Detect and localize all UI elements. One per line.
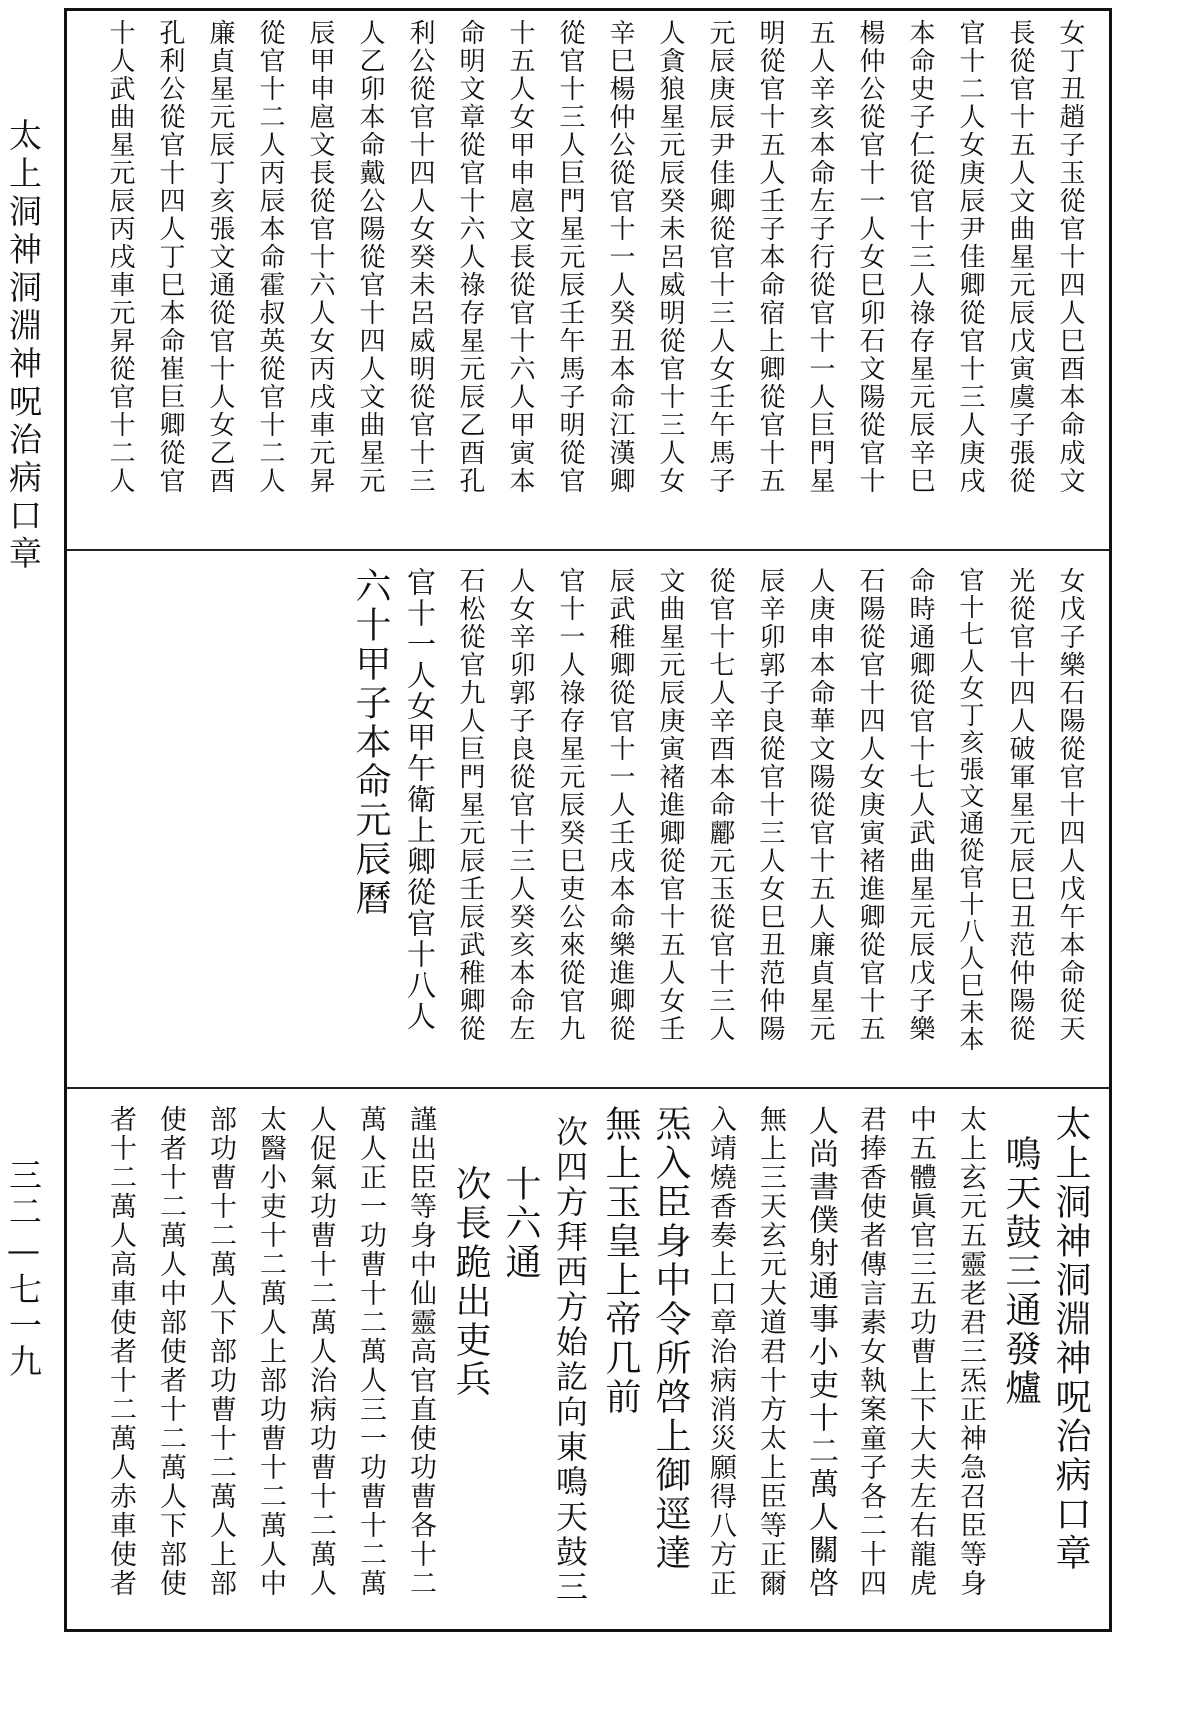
text-column: 文曲星元辰庚寅褚進卿從官十五人女壬 [655,567,685,1043]
text-column: 辰武稚卿從官十一人壬戌本命樂進卿從 [605,567,635,1043]
text-column: 辰甲申扈文長從官十六人女丙戌車元昇 [305,19,335,495]
text-column: 女丁丑趙子玉從官十四人巳酉本命成文 [1055,19,1085,495]
text-column: 人庚申本命華文陽從官十五人廉貞星元 [805,567,835,1043]
side-book-title: 太上洞神洞淵神呪治病口章 [4,118,43,574]
panel-divider [67,549,1109,551]
text-column: 君捧香使者傳言素女執案童子各二十四 [855,1105,886,1598]
text-column: 部功曹十二萬人下部功曹十二萬人上部 [205,1105,236,1598]
text-column: 次四方拜西方始訖向東鳴天鼓三 [551,1115,589,1605]
text-column: 十六通 [500,1165,541,1282]
text-column: 炁入臣身中令所啓上御逕達 [650,1105,691,1573]
text-column: 命明文章從官十六人祿存星元辰乙酉孔 [455,19,485,495]
page-frame [64,8,1112,1632]
text-column: 者十二萬人高車使者十二萬人赤車使者 [105,1105,136,1598]
text-column: 官十七人女丁亥張文通從官十八人巳未本 [956,567,985,1053]
text-column: 人女辛卯郭子良從官十三人癸亥本命左 [505,567,535,1043]
text-column: 本命史子仁從官十三人祿存星元辰辛巳 [905,19,935,495]
text-column: 入靖燒香奏上口章治病消災願得八方正 [705,1105,736,1598]
text-column: 無上三天玄元大道君十方太上臣等正爾 [755,1105,786,1598]
text-column: 官十一人女甲午衛上卿從官十八人 [403,567,437,1032]
text-column: 元辰庚辰尹佳卿從官十三人女壬午馬子 [705,19,735,495]
text-column: 從官十三人巨門星元辰壬午馬子明從官 [555,19,585,495]
text-column: 太醫小吏十二萬人上部功曹十二萬人中 [255,1105,286,1598]
text-column: 辛巳楊仲公從官十一人癸丑本命江漢卿 [605,19,635,495]
text-column: 人乙卯本命戴公陽從官十四人文曲星元 [355,19,385,495]
text-column: 萬人正一功曹十二萬人三一功曹十二萬 [355,1105,386,1598]
text-column: 從官十二人丙辰本命霍叔英從官十二人 [255,19,285,495]
text-column: 官十一人祿存星元辰癸巳吏公來從官九 [555,567,585,1043]
text-column: 人貪狼星元辰癸未呂威明從官十三人女 [655,19,685,495]
text-column: 廉貞星元辰丁亥張文通從官十人女乙酉 [205,19,235,495]
text-column: 次長跪出吏兵 [450,1165,491,1399]
text-column: 十五人女甲申扈文長從官十六人甲寅本 [505,19,535,495]
panel-top [67,19,1109,499]
text-column: 利公從官十四人女癸未呂威明從官十三 [405,19,435,495]
text-column: 明從官十五人壬子本命宿上卿從官十五 [755,19,785,495]
side-page-number: 三二—七一九 [4,1158,43,1380]
text-column: 光從官十四人破軍星元辰巳丑范仲陽從 [1005,567,1035,1043]
text-column: 五人辛亥本命左子行從官十一人巨門星 [805,19,835,495]
text-column: 六十甲子本命元辰曆 [350,567,391,918]
text-column: 謹出臣等身中仙靈高官直使功曹各十二 [405,1105,436,1598]
text-column: 楊仲公從官十一人女巳卯石文陽從官十 [855,19,885,495]
text-column: 辰辛卯郭子良從官十三人女巳丑范仲陽 [755,567,785,1043]
text-column: 孔利公從官十四人丁巳本命崔巨卿從官 [155,19,185,495]
text-column: 女戊子樂石陽從官十四人戊午本命從天 [1055,567,1085,1043]
panel-divider [67,1087,1109,1089]
text-column: 中五體眞官三五功曹上下大夫左右龍虎 [905,1105,936,1598]
text-column: 十人武曲星元辰丙戌車元昇從官十二人 [105,19,135,495]
panel-bottom [67,1105,1109,1605]
text-column: 太上玄元五靈老君三炁正神急召臣等身 [955,1105,986,1598]
text-column: 無上玉皇上帝几前 [600,1105,641,1417]
text-column: 人尚書僕射通事小吏十二萬人關啓 [803,1105,838,1600]
text-column: 長從官十五人文曲星元辰戊寅虞子張從 [1005,19,1035,495]
text-column: 石陽從官十四人女庚寅褚進卿從官十五 [855,567,885,1043]
text-column: 使者十二萬人中部使者十二萬人下部使 [155,1105,186,1598]
text-column: 石松從官九人巨門星元辰壬辰武稚卿從 [455,567,485,1043]
text-column: 太上洞神洞淵神呪治病口章 [1050,1105,1091,1573]
text-column: 鳴天鼓三通發爐 [1000,1135,1041,1408]
text-column: 命時通卿從官十七人武曲星元辰戊子樂 [905,567,935,1043]
text-column: 從官十七人辛酉本命酈元玉從官十三人 [705,567,735,1043]
panel-middle [67,567,1109,1057]
text-column: 官十二人女庚辰尹佳卿從官十三人庚戌 [955,19,985,495]
text-column: 人促氣功曹十二萬人治病功曹十二萬人 [305,1105,336,1598]
